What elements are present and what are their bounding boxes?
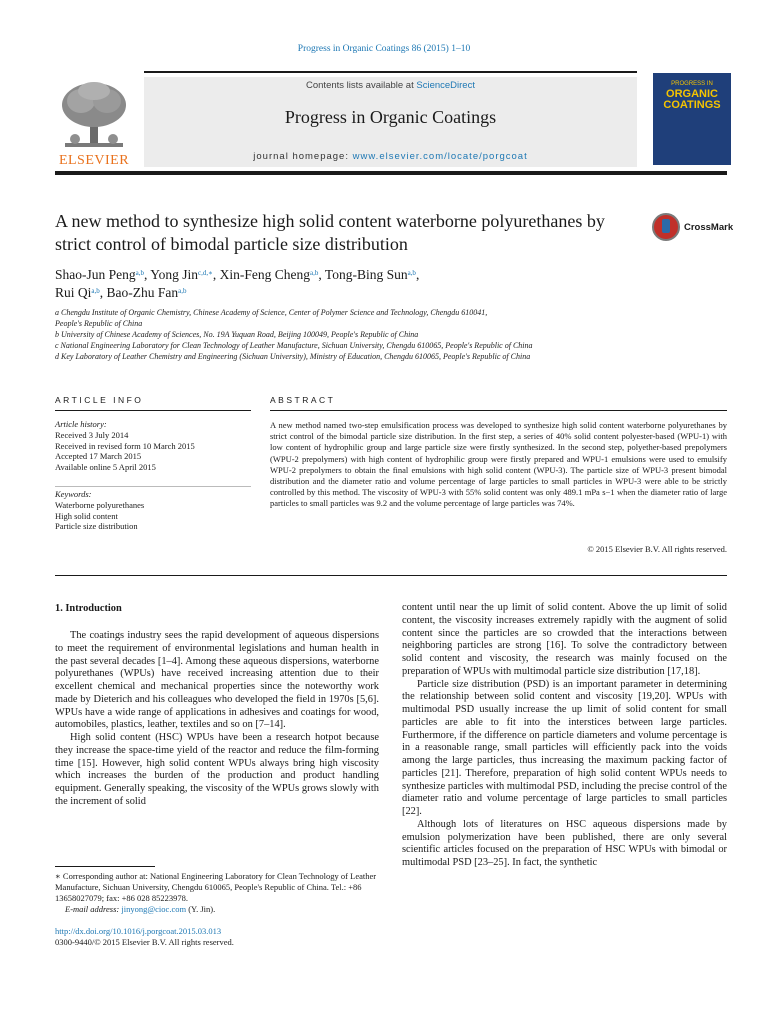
footnote-rule [55,866,155,867]
header-divider [55,171,727,175]
email-suffix: (Y. Jin). [186,904,216,914]
keyword-item: High solid content [55,510,118,521]
cover-title-line-1: ORGANIC [666,88,718,100]
elsevier-logo[interactable] [55,79,133,169]
author-name[interactable]: Rui Qi$^{a,b}$ [55,285,100,300]
crossmark-button[interactable] [652,213,732,243]
homepage-prefix: journal homepage: [253,151,353,162]
doi-link[interactable]: http://dx.doi.org/10.1016/j.porgcoat.2015.03.013 [55,926,222,936]
cover-small-text: PROGRESS IN [671,81,713,87]
journal-title[interactable]: Progress in Organic Coatings [284,107,497,127]
history-label: Article history: [55,419,107,429]
corresponding-author-footnote [55,871,379,915]
keywords-label: Keywords: [55,489,92,499]
body-paragraph: High solid content (HSC) WPUs have been a research hotpot because they increase the space-time yield of the reactor and reduce the film-forming time [15]. However, high solid content WPUs always bring high viscosity which increases the burden of the production and product handling equipment. Generally speaking, the viscosity of the WPUs grows slowly with the increment of solid [55,732,379,807]
author-name[interactable]: Bao-Zhu Fan$^{a,b}$ [106,285,187,300]
email-label: E-mail address: [65,904,122,914]
journal-masthead [55,71,721,169]
abstract-rule [270,410,727,411]
author-name[interactable]: Shao-Jun Peng$^{a,b}$ [55,267,144,282]
abstract-text: A new method named two-step emulsification process was developed to synthesize high solid content waterborne polyurethanes by strict control of the bimodal particle size distribution. In the first step, a series of 40% solid content polyester-based (WPU-1) with low content of hydrophilic group and large particle size were firstly synthesized. In the second step, polyether-based prepolymers (WPU-2 prepolymers) with high content of hydrophilic group were firstly prepared and WPU-1 emulsions were used to emulsify WPU-2 prepolymers to obtain the final emulsions with high solid content (WPU-3). The particle size of WPU-3 present bimodal distribution and the diameter ratio and volume percentage of large particles to small particles in WPU-3 were able to be strictly controlled by this method. The viscosity of WPU-3 with 55% solid content was only 489.1 mPa s−1 when the diameter ratio of large particles to small particles was 9.2 and the volume percentage of large particles was 74%. [270,420,727,509]
body-paragraph: Particle size distribution (PSD) is an important parameter in determining the relationship between solid content and viscosity [19,20]. WPUs with multimodal PSD usually increase the up limit of solid content for small particles are able to fit into the interstices between large particles. Furthermore, if the difference on particle diameters and volume percentage is in a reasonable range, small particles will efficiently pack into the voids among the large particles, thus increasing the maximum packing factor of particles [21]. Therefore, preparation of high solid content WPUs needs to synthesize particles with multimodal PSD, including the precise control of the diameter ratio and volume percentage of large particles to small particles [22]. [402,678,727,817]
author-list: Shao-Jun Peng$^{a,b}$, Yong Jin$^{c,d,∗}$, Xin-Feng Cheng$^{a,b}$, Tong-Bing Sun$^{a,b}$, Rui Qi$^{a,b}$, Bao-Zhu Fan$^{a,b}$ [55,267,420,300]
article-history [55,419,255,473]
affiliation-c: c National Engineering Laboratory for Clean Technology of Leather Manufacture, Sichuan University, Chengdu 610065, People's Republic of China [55,341,533,350]
author-name[interactable]: Xin-Feng Cheng$^{a,b}$ [219,267,319,282]
doi-block [55,926,379,948]
author-affiliation-marker[interactable]: a,b [310,269,319,277]
journal-reference-link[interactable]: Progress in Organic Coatings 86 (2015) 1–10 [297,44,471,54]
keyword-item: Waterborne polyurethanes [55,499,145,510]
corresponding-author-text: ∗ Corresponding author at: National Engineering Laboratory for Clean Technology of Leather Manufacture, Sichuan University, Chengdu 610065, People's Republic of China. Tel.: +86 13658027079; fax: +86 028 85223978. [55,871,377,903]
body-paragraph: Although lots of literatures on HSC aqueous dispersions made by emulsion polymerization have been published, there are only several scientific articles focused on the preparation of HSC WPUs with bimodal or multimodal PSD [23–25]. In fact, the synthetic [402,818,727,868]
history-accepted: Accepted 17 March 2015 [55,451,142,462]
email-link[interactable]: jinyong@cioc.com [121,904,187,914]
affiliation-list [55,307,695,362]
elsevier-tree-icon [55,79,133,151]
affiliation-a: a Chengdu Institute of Organic Chemistry, Chinese Academy of Science, Center of Polymer Science and Technology, Chengdu 610041, [55,308,488,317]
abstract-copyright: © 2015 Elsevier B.V. All rights reserved. [587,544,727,554]
body-column-right [402,602,727,870]
body-divider [55,575,727,576]
author-affiliation-marker[interactable]: a,b [91,287,100,295]
contents-prefix: Contents lists available at [306,80,417,91]
elsevier-wordmark: ELSEVIER [58,153,130,168]
cover-title-line-2: COATINGS [663,99,721,111]
keywords-rule [55,486,251,487]
author-affiliation-marker[interactable]: a,b [407,269,416,277]
article-info-heading: ARTICLE INFO [55,395,144,405]
sciencedirect-link[interactable]: ScienceDirect [416,80,475,91]
introduction-heading: 1. Introduction [55,603,122,614]
masthead-top-rule [144,71,637,73]
author-affiliation-marker[interactable]: a,b [135,269,144,277]
history-received: Received 3 July 2014 [55,429,129,440]
history-online: Available online 5 April 2015 [55,462,156,473]
author-affiliation-marker[interactable]: a,b [178,287,187,295]
keyword-item: Particle size distribution [55,521,138,532]
cover-title [653,89,731,111]
keywords [55,489,255,532]
affiliation-d: d Key Laboratory of Leather Chemistry and Engineering (Sichuan University), Ministry of Education, Chengdu 610065, People's Republic of China [55,352,531,361]
journal-cover-image[interactable] [653,73,731,165]
affiliation-b: b University of Chinese Academy of Sciences, No. 19A Yuquan Road, Beijing 100049, People's Republic of China [55,330,419,339]
affiliation-a-country: People's Republic of China [55,319,143,328]
body-column-left [55,630,379,809]
article-info-rule [55,410,251,411]
author-affiliation-marker[interactable]: c,d,∗ [198,269,213,277]
crossmark-icon [652,213,680,241]
journal-homepage-link[interactable]: www.elsevier.com/locate/porgcoat [352,151,528,162]
masthead-box [144,77,637,167]
contents-available-line [144,80,637,91]
author-name[interactable]: Yong Jin$^{c,d,∗}$ [150,267,213,282]
history-revised: Received in revised form 10 March 2015 [55,440,195,451]
journal-homepage-line [144,151,637,162]
issn-copyright: 0300-9440/© 2015 Elsevier B.V. All rights reserved. [55,937,234,947]
author-name[interactable]: Tong-Bing Sun$^{a,b}$ [324,267,416,282]
article-title: A new method to synthesize high solid content waterborne polyurethanes by strict control of bimodal particle size distribution [55,211,605,254]
body-paragraph: The coatings industry sees the rapid development of aqueous dispersions to meet the requirement of environmental legislations and human health in the past several decades [1–4]. Among these aqueous dispersions, waterborne polyurethanes (WPUs) have received increasing attention due to their excellent chemical and mechanical properties since the noteworthy work made by Dieterich and his colleagues who developed the field in 1970s [5,6]. WPUs have a wide range of applications in adhesives and coatings for wood, automobiles, plastics, leather, textiles and so on [7–14]. [55,630,379,731]
abstract-heading: ABSTRACT [270,395,336,405]
body-paragraph: content until near the up limit of solid content. Above the up limit of solid content, the viscosity increases extremely rapidly with the augment of solid content since the particles are so crowded that the interactions between neighboring particles are strong [16]. To solve the contradictory between solid content and viscosity, the research was mainly focused on the preparation of WPUs with multimodal particle size distribution [17,18]. [402,602,727,677]
crossmark-label: CrossMark [684,222,734,233]
